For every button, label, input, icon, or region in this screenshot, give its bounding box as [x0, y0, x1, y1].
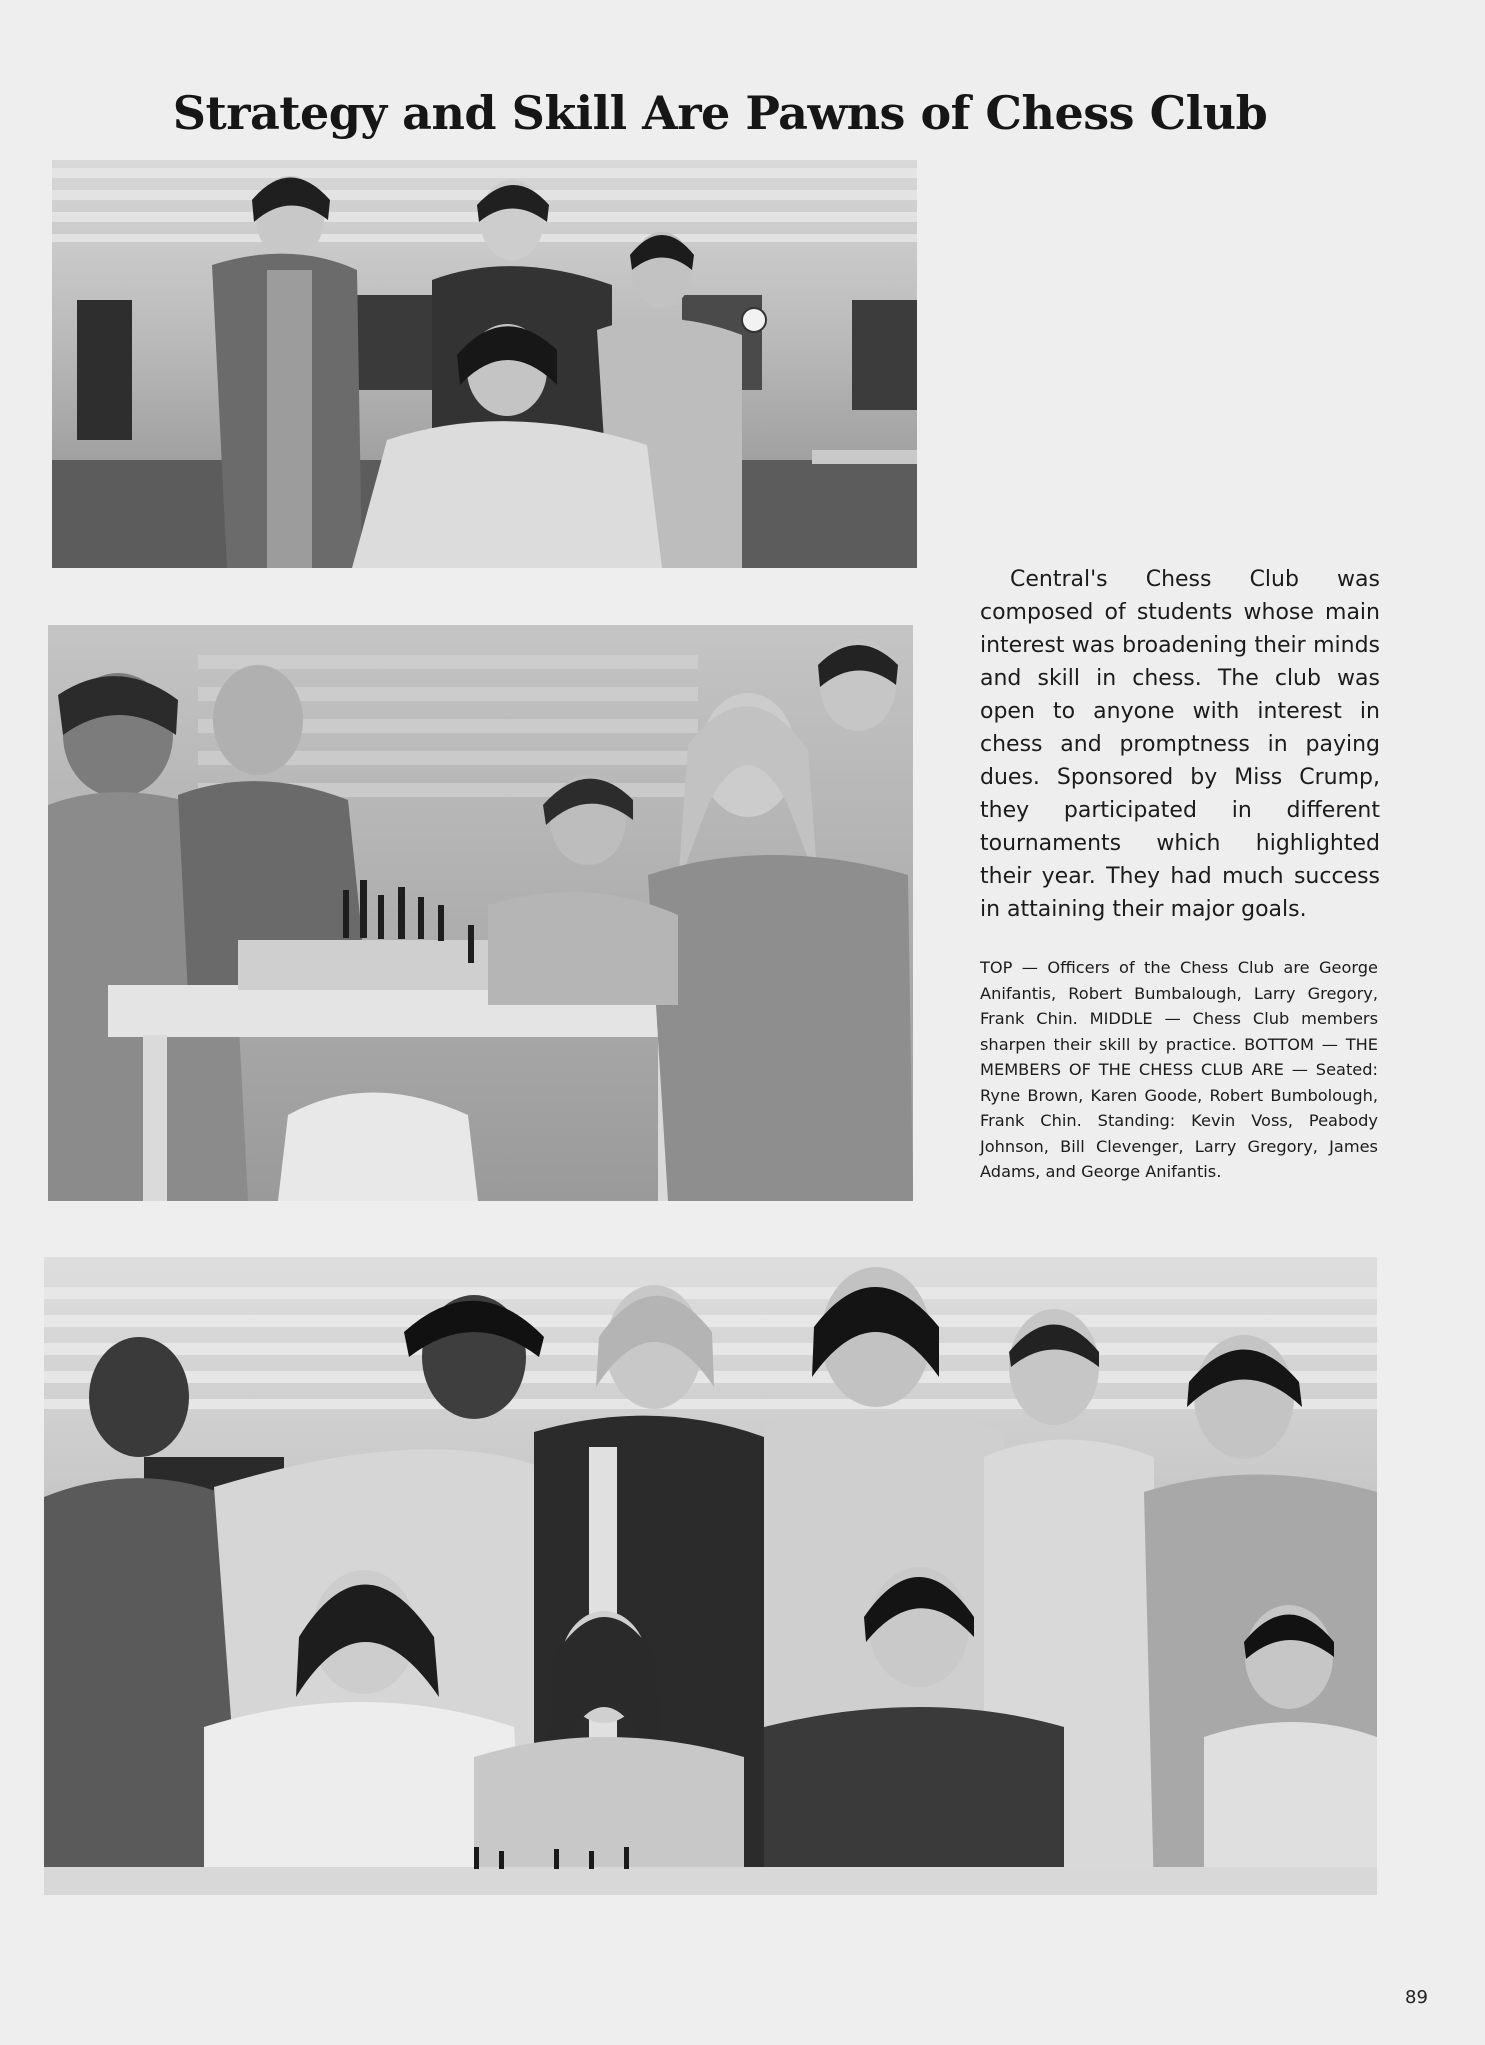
body-text: Central's Chess Club was composed of students whose main interest was broadening their minds and skill in chess. The club was open to anyone with interest in chess and promptness in paying dues. Sponsored by Miss Crump, they participated in different tournaments which highlighted their year. They had much success in attaining their major goals. [980, 567, 1380, 922]
group-photo [44, 1257, 1377, 1895]
officers-photo [52, 160, 917, 568]
photo-caption: TOP — Officers of the Chess Club are George Anifantis, Robert Bumbalough, Larry Gregory, Frank Chin. MIDDLE — Chess Club members sharpen their skill by practice. BOTTOM — THE MEMBERS OF THE CHESS CLUB ARE — Seated: Ryne Brown, Karen Goode, Robert Bumbolough, Frank Chin. Standing: Kevin Voss, Peabody Johnson, Bill Clevenger, Larry Gregory, James Adams, and George Anifantis. [980, 958, 1378, 1181]
page-number: 89 [1405, 1987, 1428, 2008]
practice-photo [48, 625, 913, 1201]
page-title: Strategy and Skill Are Pawns of Chess Club [172, 86, 1268, 140]
